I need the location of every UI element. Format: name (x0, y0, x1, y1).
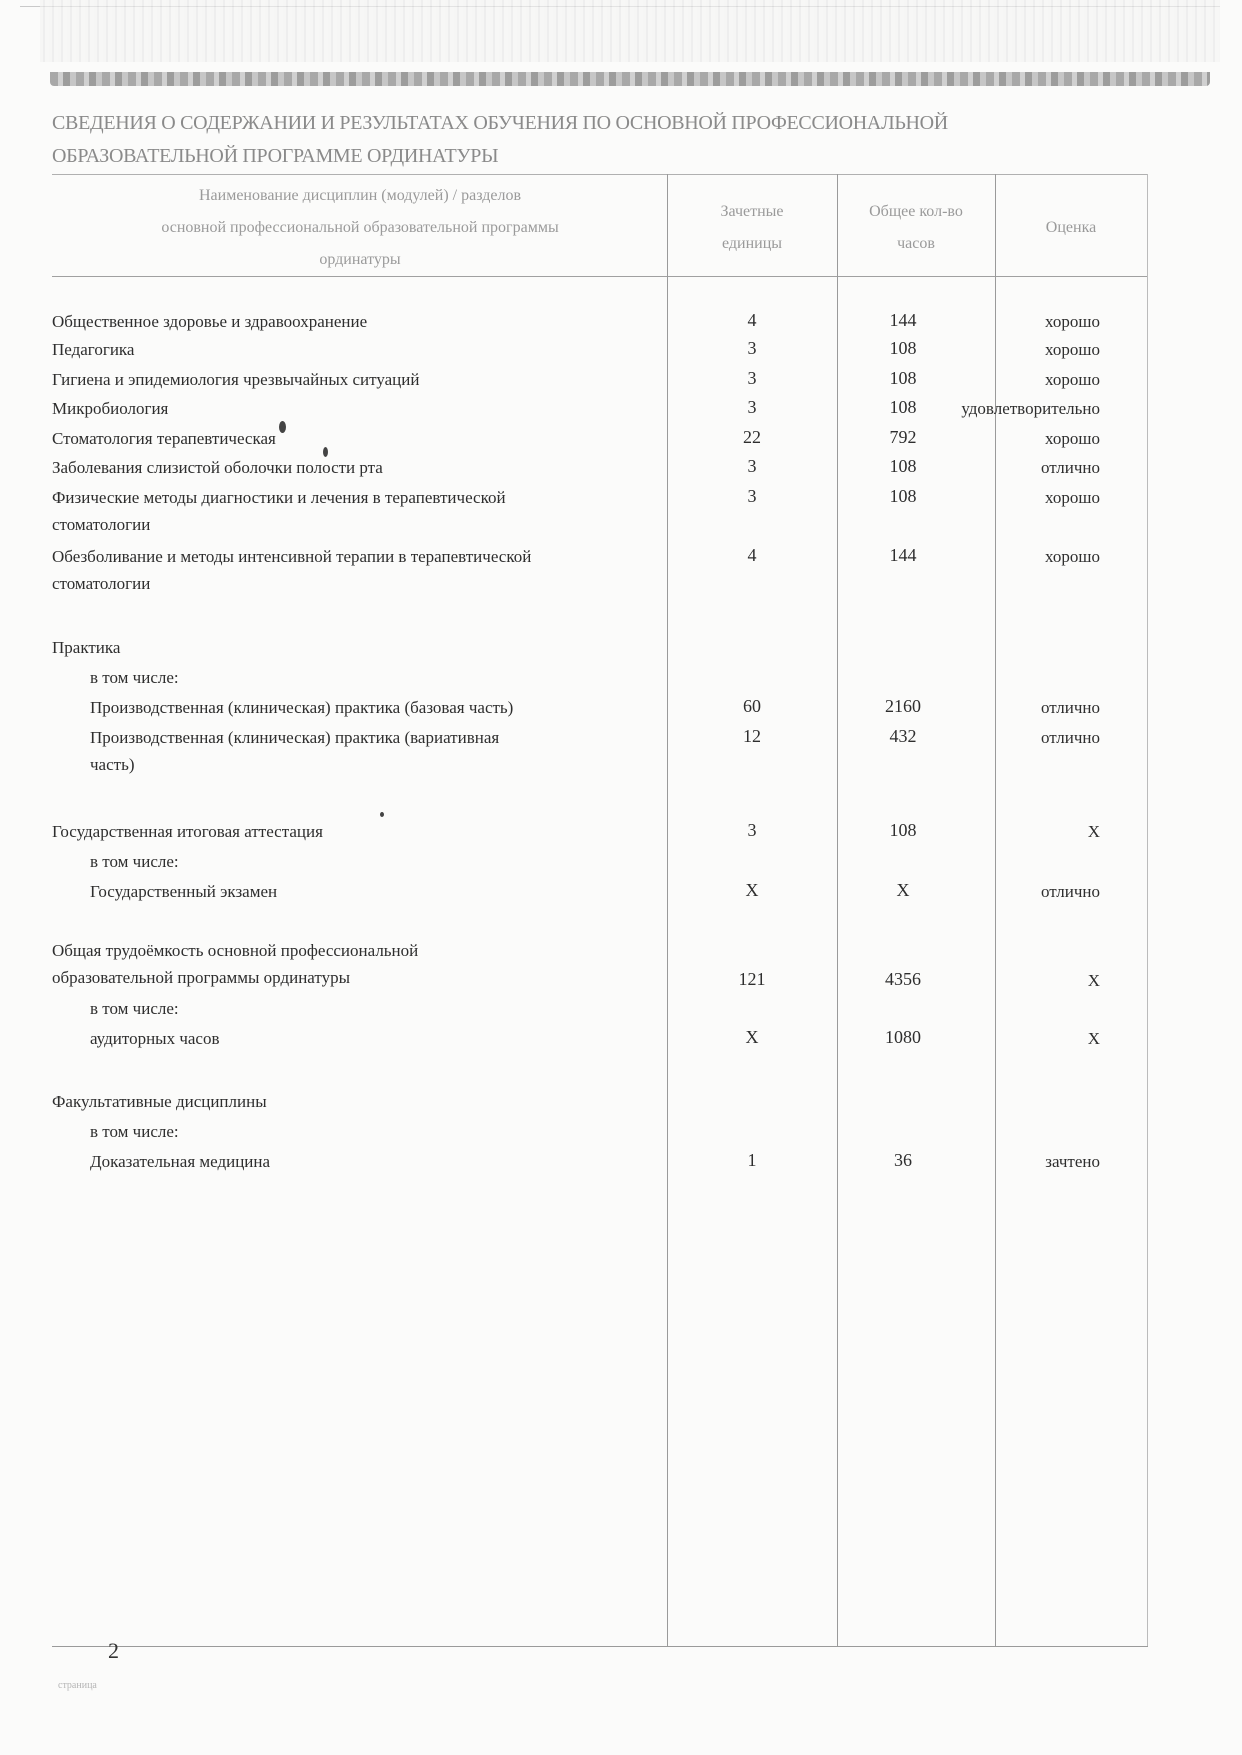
header-name (60, 180, 660, 276)
row-grade: хорошо (1045, 312, 1100, 331)
row-name-line: образовательной программы ординатуры (52, 968, 351, 987)
row-name (90, 848, 179, 875)
row-grade: хорошо (1045, 340, 1100, 359)
row-name-line: в том числе: (90, 668, 179, 687)
row-name-line: стоматологии (52, 574, 151, 593)
row-credits: 4 (747, 310, 757, 330)
row-name (90, 1148, 270, 1175)
row-name-line: Обезболивание и методы интенсивной терапии в терапевтической (52, 547, 532, 566)
row-hours: 144 (889, 310, 917, 330)
row-credits: 12 (743, 726, 761, 746)
row-name-line: Доказательная медицина (90, 1152, 271, 1171)
row-grade: X (1087, 971, 1100, 990)
row-name-line: аудиторных часов (90, 1029, 220, 1048)
row-credits: 4 (747, 545, 757, 565)
row-grade: отлично (1040, 882, 1100, 901)
header-hours (838, 196, 994, 260)
row-credits: X (745, 1027, 759, 1047)
header-credits-line: Зачетные (720, 203, 784, 220)
row-name-line: Государственная итоговая аттестация (52, 822, 323, 841)
row-name-line: Физические методы диагностики и лечения в терапевтической (52, 488, 506, 507)
row-credits: 3 (747, 486, 757, 506)
row-grade: отлично (1040, 728, 1100, 747)
row-name-line: в том числе: (90, 999, 179, 1018)
header-name-line: Наименование дисциплин (модулей) / разделов (198, 187, 522, 204)
row-grade: X (1087, 1029, 1100, 1048)
row-name (90, 664, 179, 691)
row-grade: хорошо (1045, 488, 1100, 507)
row-name-line: Педагогика (52, 340, 135, 359)
row-name (52, 818, 323, 845)
row-name-line: Производственная (клиническая) практика (базовая часть) (90, 698, 514, 717)
page-number: 2 (108, 1638, 119, 1663)
row-hours: X (896, 880, 910, 900)
row-name (52, 937, 418, 991)
row-name (52, 336, 134, 363)
table-top-border (52, 174, 1148, 175)
row-name (52, 366, 419, 393)
row-name-line: Факультативные дисциплины (52, 1092, 267, 1111)
row-grade: X (1087, 822, 1100, 841)
row-hours: 432 (889, 726, 917, 746)
header-name-line: ординатуры (319, 251, 401, 268)
header-grade-line: Оценка (1045, 219, 1097, 236)
row-grade: хорошо (1045, 370, 1100, 389)
header-credits-line: единицы (721, 235, 783, 252)
row-name-line: Микробиология (52, 399, 169, 418)
header-hours-line: часов (897, 235, 935, 252)
document-title-line-2: ОБРАЗОВАТЕЛЬНОЙ ПРОГРАММЕ ОРДИНАТУРЫ (52, 145, 499, 167)
row-hours: 4356 (885, 969, 921, 989)
row-hours: 108 (889, 456, 917, 476)
header-grade (996, 212, 1146, 244)
column-divider-hours (837, 174, 838, 1646)
row-hours: 108 (889, 820, 917, 840)
row-credits: X (745, 880, 759, 900)
row-name (90, 878, 277, 905)
row-grade: отлично (1040, 458, 1100, 477)
row-name-line: Стоматология терапевтическая (52, 429, 276, 448)
row-credits: 3 (747, 397, 757, 417)
scan-speck (323, 447, 328, 457)
scan-perforation-band (50, 72, 1210, 86)
row-name-line: Заболевания слизистой оболочки полости рта (52, 458, 383, 477)
row-name (90, 1118, 179, 1145)
row-name (52, 454, 383, 481)
row-credits: 3 (747, 368, 757, 388)
table-header-bottom-border (52, 276, 1148, 277)
row-name (52, 1088, 267, 1115)
column-divider-credits (667, 174, 668, 1646)
header-credits (668, 196, 836, 260)
row-hours: 108 (889, 368, 917, 388)
row-credits: 121 (738, 969, 766, 989)
row-name (90, 694, 513, 721)
row-hours: 108 (889, 338, 917, 358)
row-credits: 60 (743, 696, 761, 716)
row-name-line: Общая трудоёмкость основной профессиональной (52, 941, 419, 960)
row-grade: хорошо (1045, 547, 1100, 566)
scan-artifact (40, 0, 1220, 62)
row-hours: 1080 (885, 1027, 921, 1047)
scan-speck (279, 421, 286, 433)
row-name (52, 425, 276, 452)
row-grade: отлично (1040, 698, 1100, 717)
row-name-line: Производственная (клиническая) практика (вариативная (90, 728, 500, 747)
row-hours: 108 (889, 397, 917, 417)
page-label: страница (58, 1680, 97, 1691)
row-name (52, 543, 531, 597)
row-credits: 3 (747, 456, 757, 476)
row-name (90, 724, 499, 778)
row-name-line: в том числе: (90, 1122, 179, 1141)
table-right-border (1147, 174, 1148, 1646)
row-name-line: Общественное здоровье и здравоохранение (52, 312, 368, 331)
column-divider-grade (995, 174, 996, 1646)
row-name-line: Практика (52, 638, 121, 657)
row-grade: удовлетворительно (961, 399, 1100, 418)
row-name (52, 308, 367, 335)
row-credits: 3 (747, 820, 757, 840)
row-name-line: часть) (90, 755, 135, 774)
row-name-line: Государственный экзамен (90, 882, 278, 901)
row-hours: 108 (889, 486, 917, 506)
row-name (52, 634, 120, 661)
row-hours: 36 (894, 1150, 912, 1170)
row-name (90, 995, 179, 1022)
row-name-line: в том числе: (90, 852, 179, 871)
row-name-line: Гигиена и эпидемиология чрезвычайных ситуаций (52, 370, 420, 389)
scan-speck (380, 812, 384, 817)
row-credits: 22 (743, 427, 761, 447)
row-grade: хорошо (1045, 429, 1100, 448)
row-name (52, 484, 506, 538)
row-hours: 792 (889, 427, 917, 447)
header-hours-line: Общее кол-во (869, 203, 963, 220)
header-name-line: основной профессиональной образовательной программы (161, 219, 559, 236)
row-hours: 2160 (885, 696, 921, 716)
document-title-line-1: СВЕДЕНИЯ О СОДЕРЖАНИИ И РЕЗУЛЬТАТАХ ОБУЧЕНИЯ ПО ОСНОВНОЙ ПРОФЕССИОНАЛЬНОЙ (52, 112, 948, 134)
row-name (52, 395, 168, 422)
row-name-line: стоматологии (52, 515, 151, 534)
row-name (90, 1025, 220, 1052)
table-bottom-border (52, 1646, 1148, 1647)
row-credits: 3 (747, 338, 757, 358)
row-credits: 1 (747, 1150, 757, 1170)
row-grade: зачтено (1045, 1152, 1100, 1171)
row-hours: 144 (889, 545, 917, 565)
